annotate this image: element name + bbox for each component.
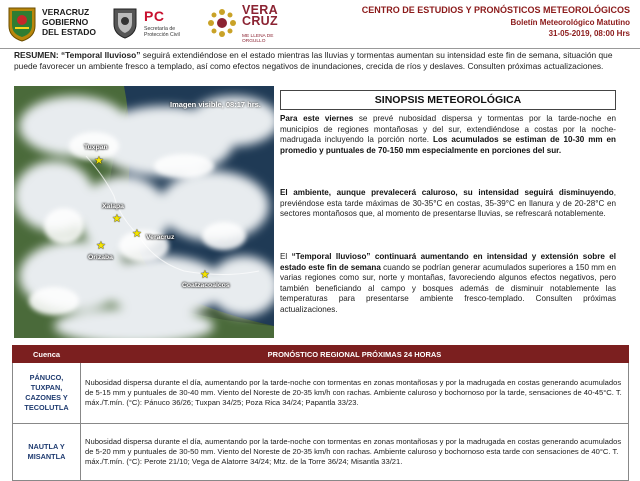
satellite-image (14, 86, 274, 338)
synopsis-p2-text-1: , previéndose esta tarde máximas de 30-35°C en costas, 35-39°C en llanura y de 20-28°C en sectores montañosos que, al momento de presentarse lluvias, se refrescará notablemente. (280, 188, 616, 219)
city-label-xalapa: Xalapa (102, 203, 124, 210)
pc-logo-subtext: Secretaría de Protección Civil (144, 26, 180, 38)
column-header-cuenca: Cuenca (13, 346, 81, 363)
header (0, 0, 640, 48)
cuenca-cell: PÁNUCO, TUXPAN, CAZONES Y TECOLUTLA (13, 363, 81, 424)
veracruz-logo-text: VERACRUZ GOBIERNO DEL ESTADO (42, 7, 96, 37)
pc-logo-text: PC (144, 8, 165, 24)
bulletin-date: 31-05-2019, 08:00 Hrs (548, 29, 630, 38)
vera-cruz-emblem-icon (206, 6, 238, 40)
synopsis-p3-text-2: cuando se podrían generar acumulados superiores a 150 mm en varias regiones como sur, norte y montañas, favoreciendo algunos efectos negativos, pero también beneficiando al campo y bosques además de disminuir notablemente las temperaturas para presentarse ambiente fresco-templado. Consulten próximas actualizaciones. (280, 262, 616, 314)
synopsis-p1-bold-1: Para este viernes (280, 114, 354, 123)
synopsis-title-box (280, 90, 616, 110)
synopsis-paragraph-1 (280, 114, 616, 156)
proteccion-civil-logo (112, 4, 200, 44)
vera-cruz-logo-text: VERA CRUZ (242, 3, 278, 28)
forecast-cell: Nubosidad dispersa durante el día, aumentando por la tarde-noche con tormentas en zonas montañosas y por la madrugada en costas generando acumulados de 5-15 mm y puntuales de 30-40 mm. Viento del Noreste de 20-35 km/h con rachas. Ambiente caluroso y bochornoso por la tarde, sensaciones de 40-45°C. T. máx./T.mín. (°C): Pánuco 36/26; Tuxpan 34/25; Poza Rica 34/24; Papantla 33/23. (81, 363, 629, 424)
vera-cruz-slogan: ME LLENA DE ORGULLO (242, 34, 274, 44)
city-label-veracruz: Veracruz (146, 234, 175, 241)
forecast-table-wrapper (12, 345, 628, 481)
header-divider (0, 48, 640, 49)
synopsis-p2-bold-1: El ambiente, aunque prevalecerá caluroso, su intensidad seguirá disminuyendo (280, 188, 614, 197)
synopsis-p3-text-1: El (280, 252, 292, 261)
xalapa-star-icon: ★ (112, 213, 122, 225)
table-row (13, 424, 629, 481)
synopsis-p3-bold-1: “Temporal lluvioso” continuará aumentando en intensidad y extensión sobre el estado este fin de semana (280, 252, 616, 272)
bulletin-heading (362, 4, 630, 39)
tuxpan-star-icon: ★ (94, 155, 104, 167)
cuenca-cell: NAUTLA Y MISANTLA (13, 424, 81, 481)
organization-title: CENTRO DE ESTUDIOS Y PRONÓSTICOS METEOROLÓGICOS (361, 5, 630, 15)
city-label-coatzacoalcos: Coatzacoalcos (182, 282, 230, 289)
synopsis-paragraph-3 (280, 252, 616, 316)
synopsis-p1-text-1: se prevé nubosidad dispersa y tormentas por la tarde-noche en municipios de regiones montañosas y del sur, extendiéndose a costas por la noche-madrugada incluyendo la porción norte. (280, 114, 616, 145)
orizaba-star-icon: ★ (96, 240, 106, 252)
satellite-clouds-graphic (14, 86, 274, 338)
synopsis-section (280, 90, 616, 338)
veracruz-government-logo (6, 4, 98, 44)
synopsis-title: SINOPSIS METEOROLÓGICA (374, 94, 522, 106)
table-row (13, 363, 629, 424)
city-label-orizaba: Orizaba (88, 254, 113, 261)
summary-lead: RESUMEN: “Temporal lluvioso” (14, 50, 141, 60)
satellite-caption: Imagen visible, 08:17 hrs. (170, 100, 261, 109)
bulletin-name: Boletín Meteorológico Matutino (510, 18, 630, 27)
forecast-table-header (13, 346, 629, 363)
vera-cruz-brand-logo (206, 4, 296, 44)
veracruz-shield-icon (6, 6, 38, 42)
synopsis-paragraph-2 (280, 188, 616, 220)
city-label-tuxpan: Tuxpan (84, 144, 108, 151)
forecast-cell: Nubosidad dispersa durante el día, aumentando por la tarde-noche con tormentas en zonas montañosas y por la madrugada en costas generando acumulados de 5-20 mm y puntuales de 30-50 mm. Viento del Noreste de 20-35 km/h con rachas. Ambiente caluroso y bochornoso esta tarde con sensaciones de 40°C. T. máx./T.mín. (°C): Perote 21/10; Vega de Alatorre 34/24; Mtz. de la Torre 36/24; Misantla 33/21. (81, 424, 629, 481)
forecast-table (12, 345, 629, 481)
veracruz-star-icon: ★ (132, 228, 142, 240)
column-header-forecast: PRONÓSTICO REGIONAL PRÓXIMAS 24 HORAS (81, 346, 629, 363)
summary-paragraph (14, 50, 626, 72)
pc-shield-icon (112, 7, 138, 39)
synopsis-p1-bold-2: Los acumulados se estiman de 10-30 mm en promedio y puntuales de 70-150 mm especialmente en porciones del sur. (280, 135, 616, 155)
coatzacoalcos-star-icon: ★ (200, 269, 210, 281)
summary-text: seguirá extendiéndose en el estado mientras las lluvias y tormentas aumentan su intensidad este fin de semana, situación que puede favorecer un ambiente fresco a templado, así como efectos negativos de inundaciones, crecida de ríos y deslaves. Consulten próximas actualizaciones. (14, 50, 613, 71)
